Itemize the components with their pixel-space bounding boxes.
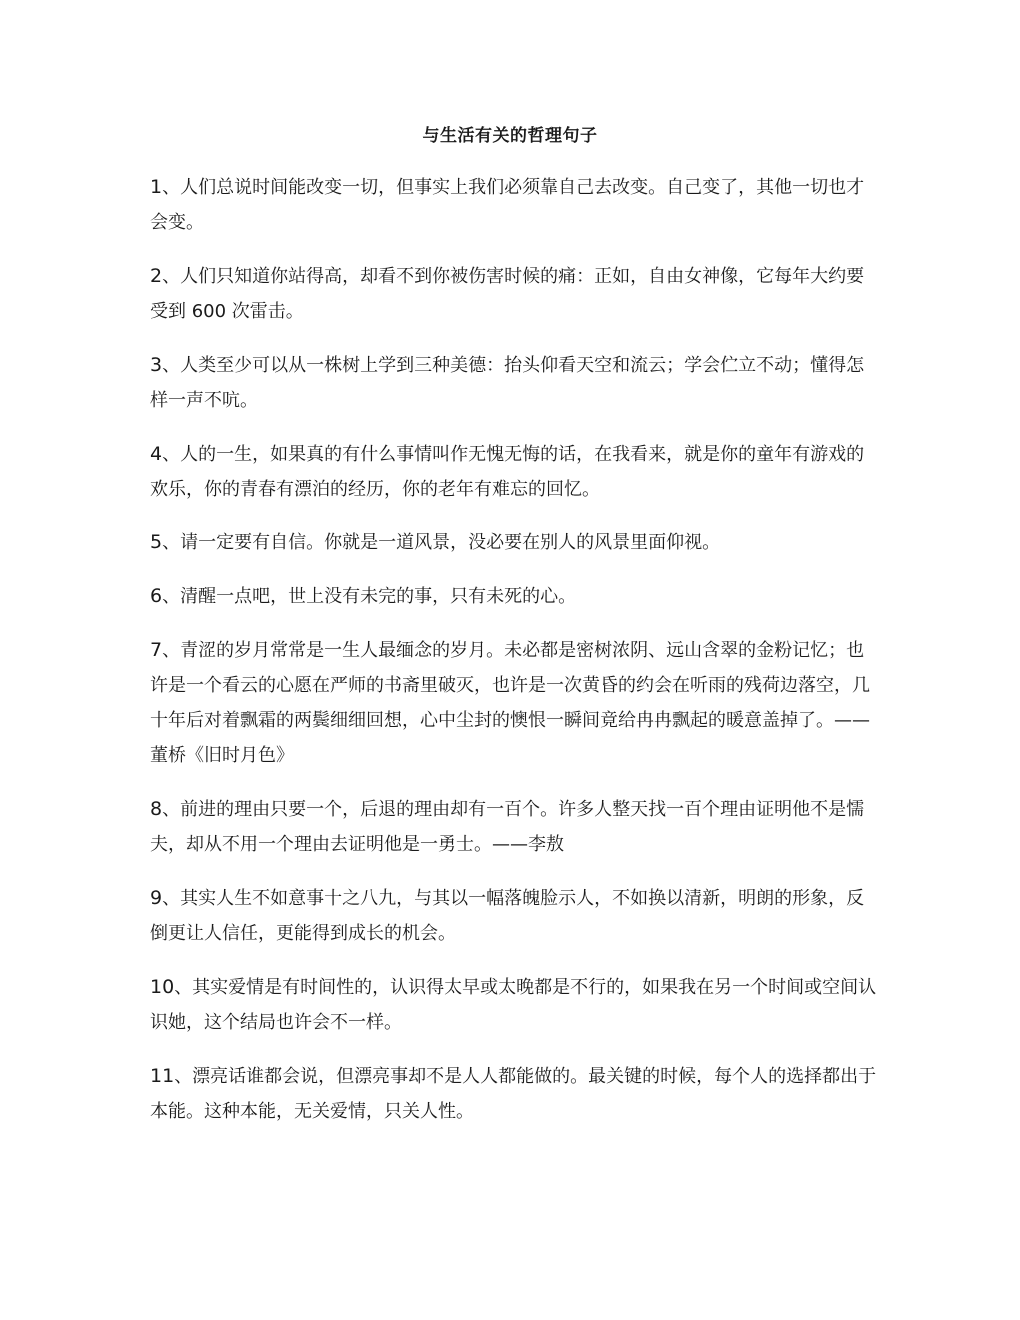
quote-text: 、清醒一点吧，世上没有未完的事，只有未死的心。: [162, 586, 577, 607]
quote-number: 4: [150, 443, 163, 465]
quote-number: 9: [150, 887, 163, 909]
quote-text: 、前进的理由只要一个，后退的理由却有一百个。许多人整天找一百个理由证明他不是懦夫，却从不用一个理由去证明他是一勇士。——李敖: [150, 799, 865, 855]
quote-number: 6: [150, 585, 163, 607]
quote-item: [150, 1059, 880, 1129]
quote-item: [150, 170, 880, 240]
quote-item: [150, 633, 880, 773]
quote-number: 3: [150, 354, 163, 376]
quote-number: 8: [150, 798, 163, 820]
quote-text: 、人的一生，如果真的有什么事情叫作无愧无悔的话，在我看来，就是你的童年有游戏的欢乐，你的青春有漂泊的经历，你的老年有难忘的回忆。: [150, 444, 865, 500]
document-title: 与生活有关的哲理句子: [422, 126, 598, 146]
quote-item: [150, 579, 880, 614]
quote-item: [150, 881, 880, 951]
quote-number: 1: [150, 176, 163, 198]
quote-item: [150, 437, 880, 507]
quote-text: 、人们总说时间能改变一切，但事实上我们必须靠自己去改变。自己变了，其他一切也才会变。: [150, 177, 865, 233]
quote-number: 11: [150, 1065, 175, 1087]
quote-text: 、人们只知道你站得高，却看不到你被伤害时候的痛：正如，自由女神像，它每年大约要受到 600 次雷击。: [150, 266, 865, 322]
quote-text: 、人类至少可以从一株树上学到三种美德：抬头仰看天空和流云；学会伫立不动；懂得怎样一声不吭。: [150, 355, 865, 411]
quote-text: 、其实人生不如意事十之八九，与其以一幅落魄脸示人，不如换以清新，明朗的形象，反倒更让人信任，更能得到成长的机会。: [150, 888, 865, 944]
quote-text: 、请一定要有自信。你就是一道风景，没必要在别人的风景里面仰视。: [162, 532, 721, 553]
quote-text: 、漂亮话谁都会说，但漂亮事却不是人人都能做的。最关键的时候，每个人的选择都出于本能。这种本能，无关爱情，只关人性。: [150, 1066, 877, 1122]
quote-list: [150, 170, 880, 1148]
quote-item: [150, 348, 880, 418]
quote-item: [150, 259, 880, 329]
quote-item: [150, 970, 880, 1040]
quote-item: [150, 792, 880, 862]
quote-number: 10: [150, 976, 175, 998]
quote-number: 5: [150, 531, 163, 553]
quote-number: 2: [150, 265, 163, 287]
quote-text: 、其实爱情是有时间性的，认识得太早或太晚都是不行的，如果我在另一个时间或空间认识她，这个结局也许会不一样。: [150, 977, 877, 1033]
quote-text: 、青涩的岁月常常是一生人最缅念的岁月。未必都是密树浓阴、远山含翠的金粉记忆；也许是一个看云的心愿在严师的书斋里破灭，也许是一次黄昏的约会在听雨的残荷边落空，几十年后对着飘霜的两鬓细细回想，心中尘封的懊恨一瞬间竟给冉冉飘起的暖意盖掉了。——董桥《旧时月色》: [150, 640, 870, 766]
quote-item: [150, 525, 880, 560]
quote-number: 7: [150, 639, 163, 661]
